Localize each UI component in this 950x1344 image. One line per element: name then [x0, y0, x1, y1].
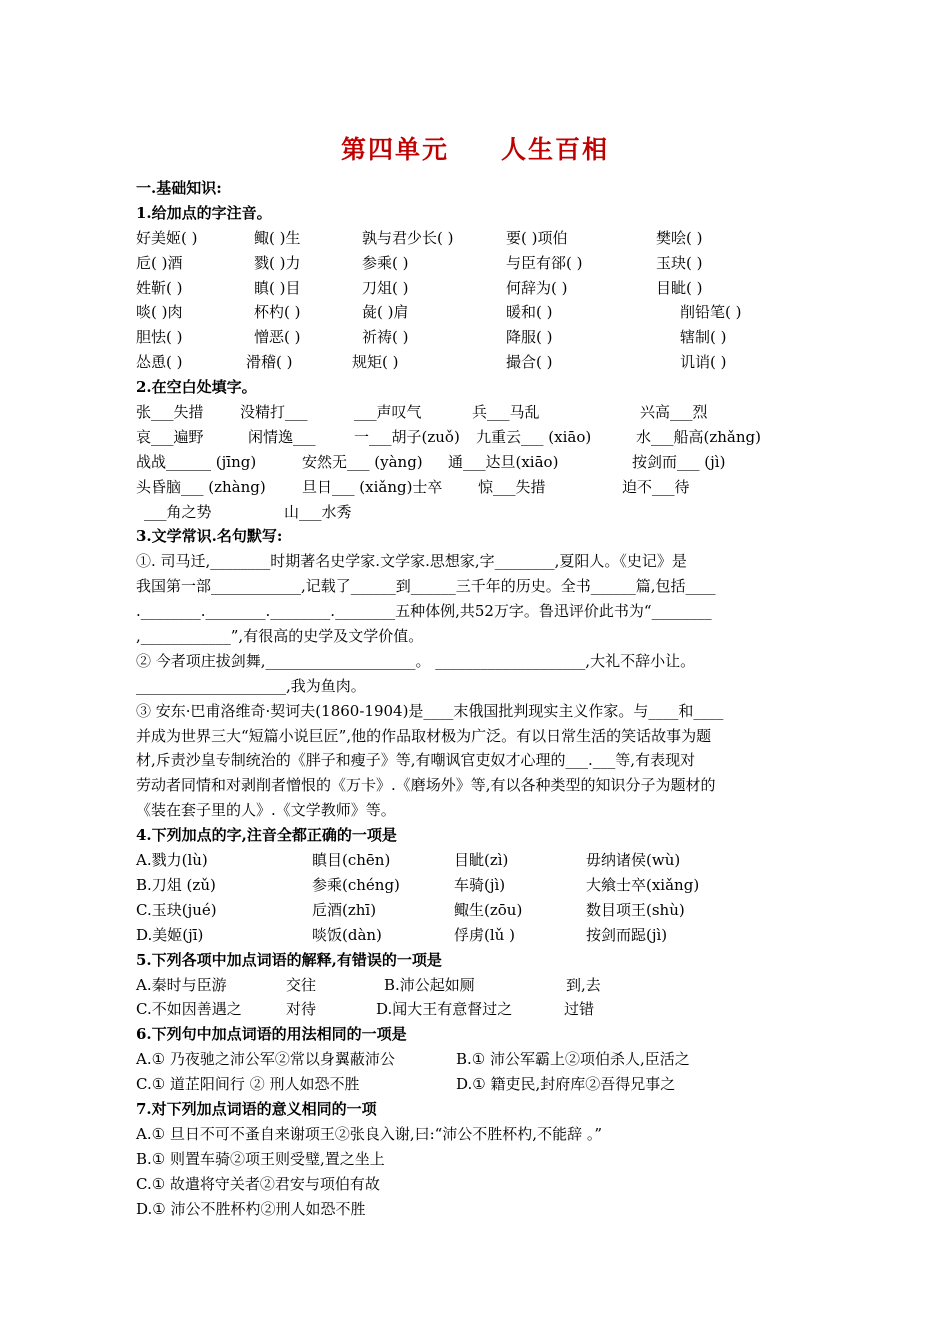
q1-item: 孰与君少长( )	[362, 228, 454, 247]
q2-row	[136, 425, 816, 450]
q4-item: C.玉玦(jué)	[136, 900, 217, 919]
q3-line: 劳动者同情和对剥削者憎恨的《万卡》.《磨场外》等,有以各种类型的知识分子为题材的	[136, 776, 716, 795]
q7-heading: 7.对下列加点词语的意义相同的一项	[136, 1099, 377, 1118]
q1-item: 何辞为( )	[506, 278, 568, 297]
q2-item: 一___胡子(zuǒ)	[354, 427, 460, 446]
q1-item: 祈祷( )	[362, 328, 409, 347]
q6-option	[136, 1047, 816, 1072]
q2-item: 哀___遍野	[136, 427, 204, 446]
q5-item: 过错	[564, 1000, 595, 1019]
q1-row	[136, 251, 816, 276]
q4-item: 卮酒(zhī)	[312, 900, 377, 919]
q4-item: B.刀俎 (zǔ)	[136, 875, 216, 894]
q4-item: 数目项王(shù)	[586, 900, 685, 919]
q4-item: 大飨士卒(xiǎng)	[586, 875, 700, 894]
q4-item: 瞋目(chēn)	[312, 851, 391, 870]
q1-item: 啖( )肉	[136, 303, 183, 322]
q4-item: 按剑而跽(jì)	[586, 925, 668, 944]
q1-item: 卮( )酒	[136, 253, 183, 272]
q1-item: 好美姬( )	[136, 228, 198, 247]
q1-item: 姓靳( )	[136, 278, 183, 297]
q2-item: 战战______ (jīng)	[136, 452, 257, 471]
q1-item: 杯杓( )	[254, 303, 301, 322]
q4-item: 俘虏(lǔ )	[454, 925, 515, 944]
q2-item: 迫不___待	[622, 477, 690, 496]
q1-row	[136, 325, 816, 350]
q1-item: 辖制( )	[680, 328, 727, 347]
q4-item: 目眦(zì)	[454, 851, 509, 870]
q2-item: ___声叹气	[354, 403, 422, 422]
q1-item: 讥诮( )	[680, 353, 727, 372]
q2-item: 通___达旦(xiāo)	[448, 452, 559, 471]
q1-item: 规矩( )	[352, 353, 399, 372]
q3-line: 并成为世界三大“短篇小说巨匠”,他的作品取材极为广泛。有以日常生活的笑话故事为题	[136, 726, 712, 745]
q2-item: ___角之势	[144, 502, 212, 521]
q6-heading: 6.下列句中加点词语的用法相同的一项是	[136, 1025, 407, 1044]
q5-item: 到,去	[566, 975, 601, 994]
q2-item: 头昏脑___ (zhàng)	[136, 477, 266, 496]
q3-line: ①. 司马迁,________时期著名史学家.文学家.思想家,字________,夏阳人。《史记》是	[136, 552, 687, 571]
q3-line: ③ 安东·巴甫洛维奇·契诃夫(1860-1904)是____末俄国批判现实主义作家。与____和____	[136, 701, 724, 720]
q3-line: .________.________.________.________五种体例,共52万字。鲁迅评价此书为“________	[136, 602, 712, 621]
q2-item: 旦日___ (xiǎng)士卒	[302, 477, 443, 496]
q5-option	[136, 973, 816, 998]
q1-item: 樊哙( )	[656, 228, 703, 247]
section-heading: 一.基础知识:	[136, 179, 222, 197]
q2-item: 兵___马乱	[472, 403, 540, 422]
q4-item: 啖饭(dàn)	[312, 925, 382, 944]
q2-row	[136, 400, 816, 425]
q1-item: 胆怯( )	[136, 328, 183, 347]
q6-option	[136, 1072, 816, 1097]
q1-item: 与臣有郤( )	[506, 253, 583, 272]
q1-item: 参乘( )	[362, 253, 409, 272]
q4-item: 参乘(chéng)	[312, 875, 400, 894]
q2-item: 张___失措	[136, 403, 204, 422]
q2-heading: 2.在空白处填字。	[136, 378, 257, 397]
q3-heading: 3.文学常识.名句默写:	[136, 527, 283, 546]
q3-line: 《装在套子里的人》.《文学教师》等。	[136, 801, 396, 820]
q4-option	[136, 848, 816, 873]
q3-line: ② 今者项庄拔剑舞,____________________。 ____________________,大礼不辞小让。	[136, 651, 696, 670]
q1-item: 怂恿( )	[136, 353, 183, 372]
q4-item: 鲰生(zōu)	[454, 900, 523, 919]
q5-item: D.闻大王有意督过之	[376, 1000, 513, 1019]
q2-item: 兴高___烈	[640, 403, 708, 422]
q1-row	[136, 276, 816, 301]
q1-row	[136, 226, 816, 251]
q1-item: 降服( )	[506, 328, 553, 347]
q2-item: 闲情逸___	[248, 427, 316, 446]
q2-item: 惊___失措	[478, 477, 546, 496]
q2-item: 九重云___ (xiāo)	[476, 427, 592, 446]
q6-item: D.① 籍吏民,封府库②吾得兄事之	[456, 1075, 676, 1094]
q4-heading: 4.下列加点的字,注音全都正确的一项是	[136, 826, 397, 845]
q1-item: 目眦( )	[656, 278, 703, 297]
q5-option	[136, 997, 816, 1022]
q1-item: 戮( )力	[254, 253, 301, 272]
q2-item: 按剑而___ (jì)	[632, 452, 726, 471]
q2-item: 山___水秀	[284, 502, 352, 521]
q7-option: D.① 沛公不胜杯杓②刑人如恐不胜	[136, 1199, 366, 1218]
q5-item: A.秦时与臣游	[136, 975, 227, 994]
q2-item: 安然无___ (yàng)	[302, 452, 423, 471]
q1-item: 彘( )肩	[362, 303, 409, 322]
unit-theme: 人生百相	[501, 135, 610, 164]
q5-heading: 5.下列各项中加点词语的解释,有错误的一项是	[136, 950, 442, 969]
q1-item: 要( )项伯	[506, 228, 568, 247]
q7-option: A.① 旦日不可不蚤自来谢项王②张良入谢,曰:“沛公不胜杯杓,不能辞 。”	[136, 1124, 603, 1143]
q1-row	[136, 300, 816, 325]
q1-item: 鲰( )生	[254, 228, 301, 247]
q3-line: 我国第一部____________,记载了______到______三千年的历史。全书______篇,包括____	[136, 577, 716, 596]
q3-line: 材,斥责沙皇专制统治的《胖子和瘦子》等,有嘲讽官吏奴才心理的___.___等,有表现对	[136, 751, 696, 770]
worksheet-content	[136, 176, 816, 1221]
q7-option: C.① 故遣将守关者②君安与项伯有故	[136, 1174, 380, 1193]
q1-item: 刀俎( )	[362, 278, 409, 297]
q4-item: A.戮力(lù)	[136, 851, 208, 870]
q1-item: 滑稽( )	[246, 353, 293, 372]
q2-item: 水___船高(zhǎng)	[636, 427, 761, 446]
q6-item: B.① 沛公军霸上②项伯杀人,臣活之	[456, 1050, 690, 1069]
q1-item: 暖和( )	[506, 303, 553, 322]
q4-option	[136, 923, 816, 948]
page-title	[0, 130, 950, 166]
q1-item: 瞋( )目	[254, 278, 301, 297]
q6-item: C.① 道芷阳间行 ② 刑人如恐不胜	[136, 1075, 360, 1094]
unit-title: 第四单元	[340, 135, 449, 164]
q5-item: 交往	[286, 975, 317, 994]
q1-item: 憎恶( )	[254, 328, 301, 347]
q4-item: 毋纳诸侯(wù)	[586, 851, 681, 870]
q5-item: 对待	[286, 1000, 317, 1019]
q5-item: C.不如因善遇之	[136, 1000, 242, 1019]
q5-item: B.沛公起如厕	[384, 975, 475, 994]
q4-option	[136, 898, 816, 923]
q4-item: 车骑(jì)	[454, 875, 506, 894]
q4-item: D.美姬(jī)	[136, 925, 204, 944]
q4-option	[136, 873, 816, 898]
q1-item: 削铅笔( )	[680, 303, 742, 322]
q2-item: 没精打___	[240, 403, 308, 422]
q1-item: 玉玦( )	[656, 253, 703, 272]
q2-row	[136, 500, 816, 525]
q1-heading: 1.给加点的字注音。	[136, 203, 272, 222]
q1-item: 撮合( )	[506, 353, 553, 372]
q1-row	[136, 350, 816, 375]
q6-item: A.① 乃夜驰之沛公军②常以身翼蔽沛公	[136, 1050, 395, 1069]
q3-line: ,____________”,有很高的史学及文学价值。	[136, 627, 424, 646]
q2-row	[136, 475, 816, 500]
q3-line: ____________________,我为鱼肉。	[136, 676, 366, 695]
q7-option: B.① 则置车骑②项王则受璧,置之坐上	[136, 1149, 385, 1168]
q2-row	[136, 450, 816, 475]
